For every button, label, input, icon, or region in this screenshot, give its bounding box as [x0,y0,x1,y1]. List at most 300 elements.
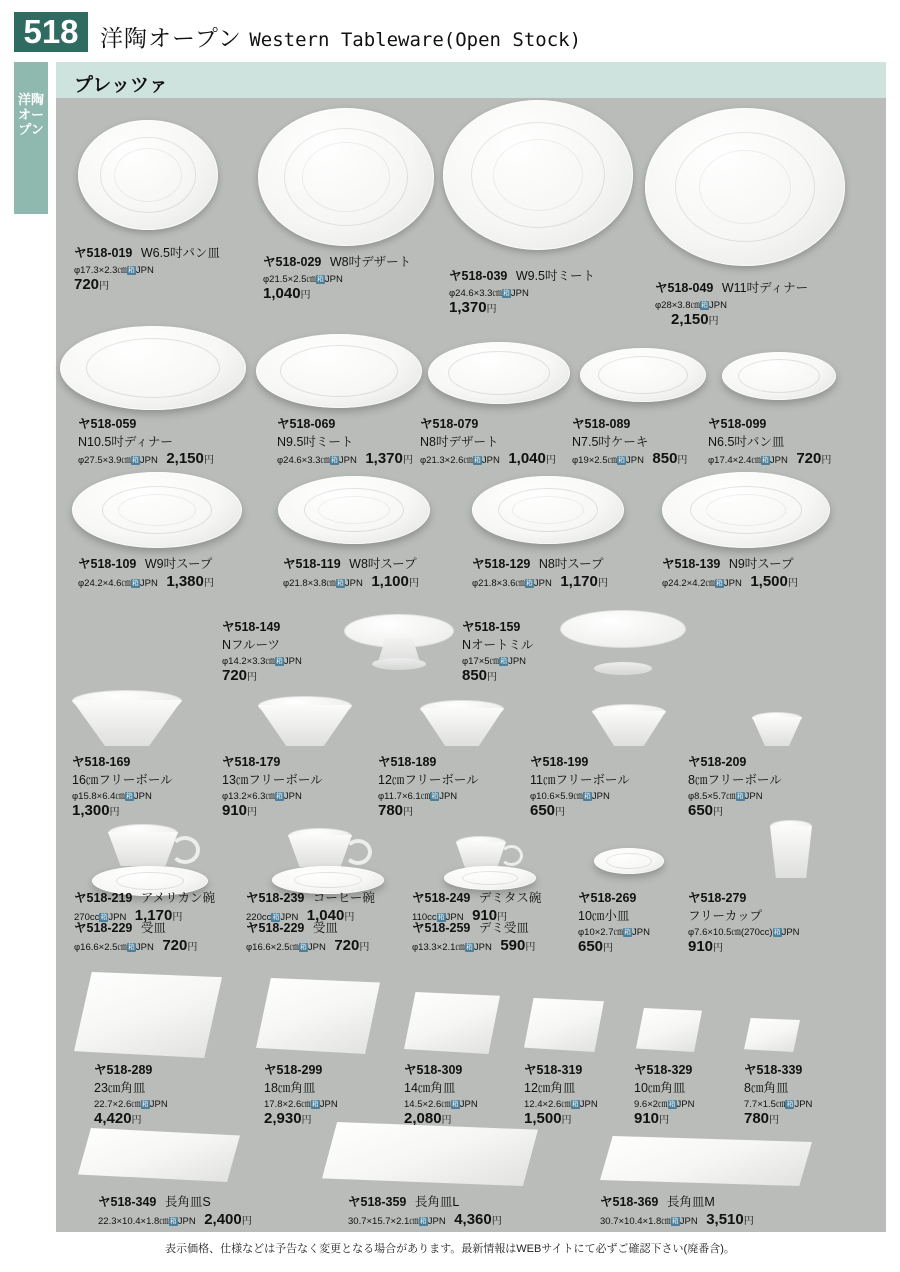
product-image-american-cup [108,824,192,872]
yen-suffix: 円 [402,455,413,466]
product-name: 14㎝角皿 [404,1081,456,1095]
product-ヤ518-289 [94,1060,168,1127]
footer-note: 表示価格、仕様などは予告なく変更となる場合があります。最新情報はWEBサイトにて必ずご確認下さい(廃番含)。 [165,1243,735,1255]
product-price: 590 [500,937,526,954]
product-code: ヤ518-229 [74,921,133,935]
product-name: コーヒー碗 [312,891,375,905]
product-ヤ518-039 [449,266,595,316]
product-code: ヤ518-169 [72,755,131,769]
product-code: ヤ518-319 [524,1063,583,1077]
product-image-plate-n8 [428,342,570,404]
product-price: 720 [796,450,822,467]
product-ヤ518-099 [708,414,831,468]
product-name: W11吋ディナー [721,281,809,295]
product-origin: JPN [631,927,650,938]
product-ヤ518-339 [744,1060,812,1127]
box-badge: 箱 [419,1218,427,1225]
product-image-soup-w8 [278,476,430,544]
product-code: ヤ518-119 [283,557,341,571]
box-badge: 箱 [100,914,108,921]
box-badge: 箱 [715,580,723,587]
product-origin: JPN [676,1099,695,1110]
product-code: ヤ518-029 [263,255,322,269]
product-spec: φ19×2.5㎝ [572,455,617,466]
product-name: 18㎝角皿 [264,1081,316,1095]
product-name: 23㎝角皿 [94,1081,146,1095]
product-spec: φ24.2×4.6㎝ [78,578,131,589]
series-title: プレッツァ [74,75,168,96]
product-origin: JPN [338,455,357,466]
product-origin: JPN [508,656,527,667]
product-ヤ518-329 [634,1060,695,1127]
page-title-en: Western Tableware(Open Stock) [249,29,582,51]
product-spec: φ14.2×3.3㎝ [222,656,275,667]
product-spec: φ27.5×3.9㎝ [78,455,131,466]
product-ヤ518-089 [572,414,687,468]
product-name: W9.5吋ミート [515,269,596,283]
product-origin: JPN [135,942,154,953]
product-ヤ518-019 [74,243,220,293]
product-price: 720 [222,667,248,684]
product-image-square-18 [256,978,380,1054]
product-name: N8吋スープ [538,557,604,571]
page-title-jp: 洋陶オープン [100,25,242,51]
product-code: ヤ518-079 [420,417,479,431]
product-price: 910 [688,938,714,955]
product-name: 12㎝フリーボール [378,773,479,787]
product-price: 2,400 [204,1211,242,1228]
product-ヤ518-209 [688,752,782,819]
yen-suffix: 円 [247,672,258,683]
product-spec: φ10.6×5.9㎝ [530,791,583,802]
product-image-square-10 [636,1008,702,1052]
box-badge: 箱 [272,914,280,921]
product-spec: φ17.4×2.4㎝ [708,455,761,466]
product-name: N10.5吋ディナー [78,435,173,449]
page-title [100,20,581,53]
product-spec: 7.7×1.5㎝ [744,1099,786,1110]
box-badge: 箱 [583,793,591,800]
product-price: 1,380 [166,573,204,590]
product-price: 1,370 [365,450,403,467]
product-name: W6.5吋パン皿 [140,246,221,260]
product-image-freebowl-16 [72,690,182,748]
yen-suffix: 円 [359,942,370,953]
box-badge: 箱 [786,1101,794,1108]
product-spec: φ21.8×3.6㎝ [472,578,525,589]
product-image-freebowl-12 [420,700,504,748]
product-origin: JPN [319,1099,338,1110]
product-spec: φ15.8×6.4㎝ [72,791,125,802]
product-spec: 220cc [246,912,272,923]
product-code: ヤ518-099 [708,417,767,431]
product-ヤ518-189 [378,752,479,819]
product-spec: 14.5×2.6㎝ [404,1099,451,1110]
product-origin: JPN [133,791,152,802]
product-ヤ518-199 [530,752,630,819]
yen-suffix: 円 [109,807,120,818]
product-price: 1,170 [560,573,598,590]
yen-suffix: 円 [403,807,414,818]
product-code: ヤ518-329 [634,1063,693,1077]
product-origin: JPN [708,300,727,311]
product-code: ヤ518-049 [655,281,714,295]
product-code: ヤ518-059 [78,417,137,431]
product-origin: JPN [473,942,492,953]
product-image-plate-w95 [443,100,633,250]
product-image-free-cup [770,820,812,882]
product-name: フリーカップ [688,909,763,923]
product-image-soup-n9 [662,472,830,548]
product-origin: JPN [579,1099,598,1110]
product-image-oatmeal-bowl [560,610,686,676]
box-badge: 箱 [502,290,510,297]
product-name: N8吋デザート [420,435,499,449]
product-image-rect-s [78,1128,240,1182]
product-origin: JPN [439,791,458,802]
product-ヤ518-259 [412,918,535,955]
product-price: 1,100 [371,573,409,590]
product-code: ヤ518-289 [94,1063,153,1077]
product-code: ヤ518-229 [246,921,305,935]
product-price: 1,040 [508,450,546,467]
box-badge: 箱 [671,1218,679,1225]
yen-suffix: 円 [441,1115,452,1126]
product-spec: φ24.6×3.3㎝ [449,288,502,299]
product-spec: 30.7×10.4×1.8㎝ [600,1216,671,1227]
product-name: 16㎝フリーボール [72,773,173,787]
product-price: 720 [74,276,100,293]
product-origin: JPN [307,942,326,953]
product-code: ヤ518-159 [462,620,521,634]
box-badge: 箱 [500,658,508,665]
product-code: ヤ518-279 [688,891,747,905]
box-badge: 箱 [617,457,625,464]
product-price: 780 [744,1110,770,1127]
product-name: 10㎝角皿 [634,1081,686,1095]
product-code: ヤ518-149 [222,620,281,634]
product-ヤ518-029 [263,252,411,302]
yen-suffix: 円 [131,1115,142,1126]
product-price: 1,040 [263,285,301,302]
product-price: 910 [222,802,248,819]
product-ヤ518-149 [222,617,302,684]
product-price: 910 [472,907,498,924]
product-code: ヤ518-129 [472,557,531,571]
product-code: ヤ518-349 [98,1195,157,1209]
product-origin: JPN [283,656,302,667]
product-name: 12㎝角皿 [524,1081,576,1095]
yen-suffix: 円 [713,943,724,954]
product-image-square-8 [744,1018,800,1052]
product-image-small-plate [594,848,664,874]
yen-suffix: 円 [172,912,183,923]
yen-suffix: 円 [187,942,198,953]
side-tab-line2: オープン [17,107,44,137]
product-name: デミタス碗 [478,891,542,905]
box-badge: 箱 [525,580,533,587]
product-image-square-23 [74,972,222,1058]
product-spec: φ24.6×3.3㎝ [277,455,330,466]
yen-suffix: 円 [241,1216,252,1227]
product-origin: JPN [280,912,299,923]
product-name: 13㎝フリーボール [222,773,323,787]
series-title-bar [56,62,886,98]
yen-suffix: 円 [408,578,419,589]
product-spec: φ28×3.8㎝ [655,300,700,311]
product-origin: JPN [510,288,529,299]
product-ヤ518-069 [277,414,413,468]
product-image-rect-l [322,1122,538,1186]
box-badge: 箱 [736,793,744,800]
yen-suffix: 円 [486,304,497,315]
product-origin: JPN [459,1099,478,1110]
yen-suffix: 円 [344,912,355,923]
product-ヤ518-229-a [74,918,197,955]
product-code: ヤ518-269 [578,891,637,905]
product-code: ヤ518-359 [348,1195,407,1209]
product-name: N7.5吋ケーキ [572,435,649,449]
yen-suffix: 円 [203,578,214,589]
product-price: 910 [634,1110,660,1127]
product-spec: φ16.6×2.5㎝ [74,942,127,953]
product-name: デミ受皿 [478,921,529,935]
yen-suffix: 円 [708,316,719,327]
product-origin: JPN [794,1099,813,1110]
product-image-plate-n95 [256,334,422,408]
product-image-plate-w8 [258,108,434,246]
product-ヤ518-229-b [246,918,369,955]
product-spec: 17.8×2.6㎝ [264,1099,311,1110]
product-price: 2,080 [404,1110,442,1127]
product-name: 11㎝フリーボール [530,773,630,787]
product-ヤ518-129 [472,554,608,591]
product-name: 長角皿L [414,1195,460,1209]
box-badge: 箱 [127,944,135,951]
product-spec: φ7.6×10.5㎝(270cc) [688,927,773,938]
side-tab-line1: 洋陶 [17,92,44,107]
product-name: W9吋スープ [144,557,213,571]
box-badge: 箱 [131,457,139,464]
product-image-plate-w65 [78,120,218,230]
product-code: ヤ518-199 [530,755,589,769]
product-spec: 270cc [74,912,100,923]
yen-suffix: 円 [300,290,311,301]
box-badge: 箱 [437,914,445,921]
product-origin: JPN [139,578,158,589]
product-code: ヤ518-209 [688,755,747,769]
box-badge: 箱 [316,276,324,283]
product-price: 720 [334,937,360,954]
product-origin: JPN [139,455,158,466]
product-name: Nフルーツ [222,638,281,652]
product-code: ヤ518-219 [74,891,133,905]
product-ヤ518-169 [72,752,173,819]
product-ヤ518-279 [688,888,800,955]
product-code: ヤ518-249 [412,891,471,905]
product-ヤ518-299 [264,1060,338,1127]
product-name: 長角皿S [164,1195,211,1209]
product-ヤ518-059 [78,414,214,468]
product-price: 4,420 [94,1110,132,1127]
product-spec: φ21.3×2.6㎝ [420,455,473,466]
yen-suffix: 円 [787,578,798,589]
product-code: ヤ518-299 [264,1063,323,1077]
product-name: N6.5吋パン皿 [708,435,785,449]
product-image-soup-w9 [72,472,242,548]
product-name: 8㎝フリーボール [688,773,782,787]
product-origin: JPN [177,1216,196,1227]
box-badge: 箱 [299,944,307,951]
box-badge: 箱 [131,580,139,587]
box-badge: 箱 [451,1101,459,1108]
product-code: ヤ518-139 [662,557,721,571]
yen-suffix: 円 [99,281,110,292]
product-code: ヤ518-089 [572,417,631,431]
box-badge: 箱 [311,1101,319,1108]
box-badge: 箱 [623,929,631,936]
product-image-freebowl-13 [258,696,352,748]
product-price: 780 [378,802,404,819]
product-ヤ518-109 [78,554,214,591]
product-spec: 22.7×2.6㎝ [94,1099,141,1110]
box-badge: 箱 [465,944,473,951]
product-price: 2,930 [264,1110,302,1127]
box-badge: 箱 [431,793,439,800]
product-origin: JPN [769,455,788,466]
product-origin: JPN [445,912,464,923]
product-image-plate-n105 [60,326,246,410]
product-origin: JPN [324,274,343,285]
product-origin: JPN [533,578,552,589]
product-image-plate-w11 [645,108,845,266]
yen-suffix: 円 [487,672,498,683]
box-badge: 箱 [275,793,283,800]
product-ヤ518-049 [655,278,808,328]
yen-suffix: 円 [545,455,556,466]
product-name: 8㎝角皿 [744,1081,789,1095]
box-badge: 箱 [169,1218,177,1225]
yen-suffix: 円 [659,1115,670,1126]
product-ヤ518-349 [98,1192,252,1229]
product-spec: φ13.2×6.3㎝ [222,791,275,802]
product-price: 1,040 [306,907,345,924]
side-tab-category [14,62,48,214]
product-origin: JPN [679,1216,698,1227]
product-price: 850 [652,450,678,467]
yen-suffix: 円 [677,455,688,466]
product-spec: φ10×2.7㎝ [578,927,623,938]
product-origin: JPN [781,927,800,938]
yen-suffix: 円 [555,807,566,818]
box-badge: 箱 [125,793,133,800]
product-ヤ518-139 [662,554,798,591]
box-badge: 箱 [773,929,781,936]
product-price: 1,170 [134,907,173,924]
product-image-fruit-bowl [344,614,454,670]
yen-suffix: 円 [203,455,214,466]
product-origin: JPN [744,791,763,802]
box-badge: 箱 [668,1101,676,1108]
product-image-plate-n75 [580,348,706,402]
product-image-rect-m [600,1136,812,1186]
product-ヤ518-309 [404,1060,478,1127]
product-origin: JPN [344,578,363,589]
box-badge: 箱 [571,1101,579,1108]
product-code: ヤ518-369 [600,1195,659,1209]
product-code: ヤ518-189 [378,755,437,769]
yen-suffix: 円 [713,807,724,818]
product-code: ヤ518-039 [449,269,508,283]
yen-suffix: 円 [525,942,536,953]
yen-suffix: 円 [497,912,508,923]
page-header [0,0,900,62]
product-name: 長角皿M [666,1195,715,1209]
product-spec: φ21.8×3.8㎝ [283,578,336,589]
product-image-soup-n8 [472,476,624,544]
product-origin: JPN [135,265,154,276]
yen-suffix: 円 [821,455,832,466]
yen-suffix: 円 [561,1115,572,1126]
product-name: N9.5吋ミート [277,435,354,449]
product-spec: 110cc [412,912,437,923]
product-price: 650 [530,802,556,819]
product-code: ヤ518-309 [404,1063,463,1077]
product-name: W8吋スープ [349,557,417,571]
product-origin: JPN [481,455,500,466]
product-name: 10㎝小皿 [578,909,630,923]
product-code: ヤ518-069 [277,417,336,431]
product-spec: 12.4×2.6㎝ [524,1099,571,1110]
product-price: 3,510 [706,1211,744,1228]
product-name: N9吋スープ [728,557,794,571]
product-spec: φ21.5×2.5㎝ [263,274,316,285]
product-code: ヤ518-109 [78,557,137,571]
product-code: ヤ518-179 [222,755,281,769]
page-number: 518 [14,12,88,52]
product-image-demitasse-saucer [444,866,536,890]
product-name: アメリカン碗 [140,891,215,905]
product-spec: 9.6×2㎝ [634,1099,668,1110]
product-origin: JPN [427,1216,446,1227]
product-code: ヤ518-019 [74,246,133,260]
product-image-plate-n65 [722,352,836,400]
product-price: 1,500 [524,1110,562,1127]
product-image-freebowl-8 [752,712,802,748]
product-price: 650 [578,938,604,955]
yen-suffix: 円 [247,807,258,818]
product-spec: φ16.6×2.5㎝ [246,942,299,953]
yen-suffix: 円 [491,1216,502,1227]
product-ヤ518-319 [524,1060,598,1127]
box-badge: 箱 [330,457,338,464]
product-code: ヤ518-259 [412,921,471,935]
product-price: 1,300 [72,802,110,819]
product-price: 1,370 [449,299,487,316]
product-image-freebowl-11 [592,704,666,748]
product-spec: φ17.3×2.3㎝ [74,265,127,276]
product-ヤ518-369 [600,1192,754,1229]
product-spec: φ8.5×5.7㎝ [688,791,736,802]
product-ヤ518-359 [348,1192,502,1229]
product-spec: 30.7×15.7×2.1㎝ [348,1216,419,1227]
product-price: 720 [162,937,188,954]
product-spec: φ11.7×6.1㎝ [378,791,431,802]
yen-suffix: 円 [743,1216,754,1227]
product-ヤ518-179 [222,752,323,819]
box-badge: 箱 [275,658,283,665]
box-badge: 箱 [473,457,481,464]
